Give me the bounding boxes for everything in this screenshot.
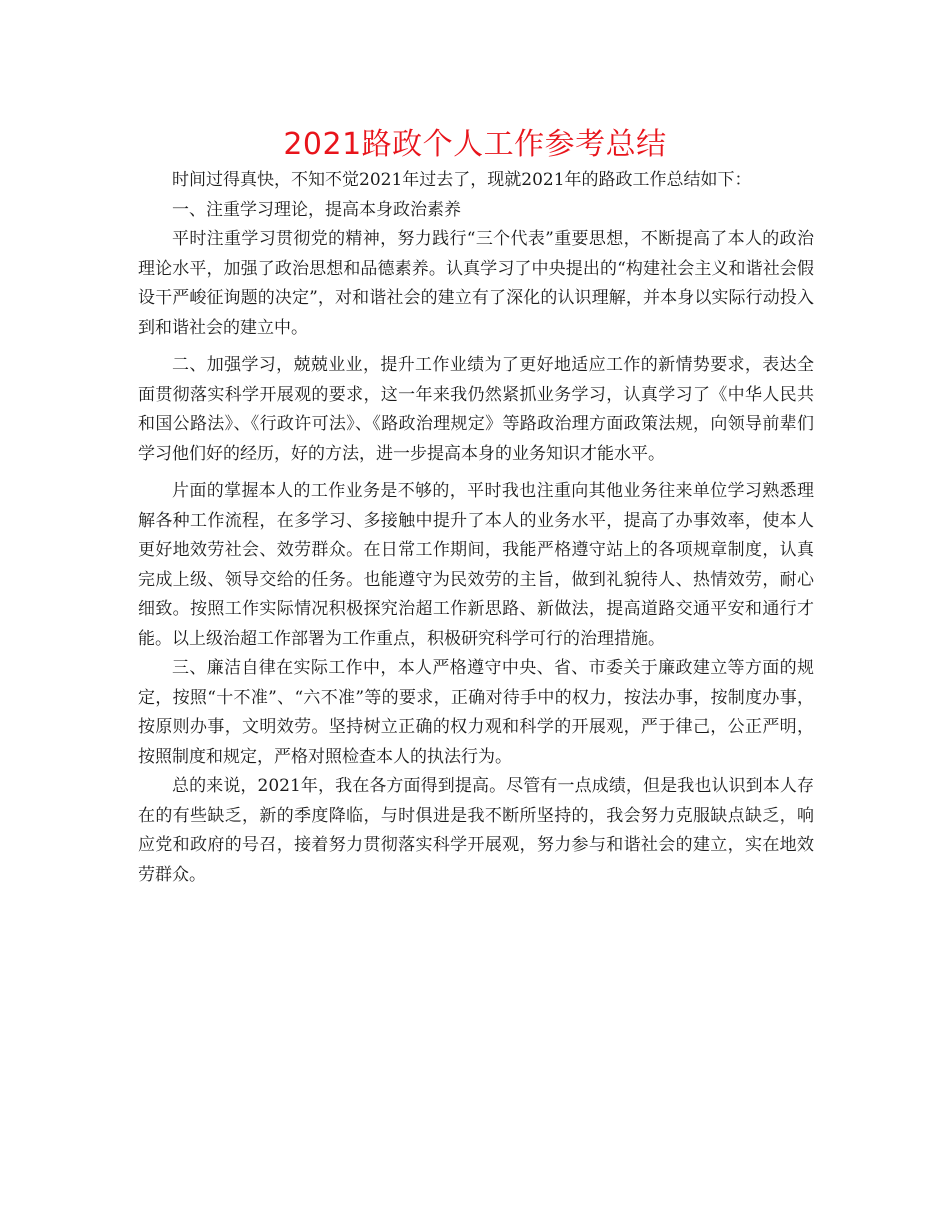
paragraph-integrity: 三、廉洁自律在实际工作中，本人严格遵守中央、省、市委关于廉政建立等方面的规定，按照“十不准”、“六不准”等的要求，正确对待手中的权力，按法办事，按制度办事，按原则办事，文明效劳。坚持树立正确的权力观和科学的开展观，严于律己，公正严明，按照制度和规定，严格对照检查本人的执法行为。: [138, 658, 814, 767]
paragraph-intro: 时间过得真快，不知不觉2021年过去了，现就2021年的路政工作总结如下：: [172, 170, 752, 190]
paragraph-study-theory: 平时注重学习贯彻党的精神，努力践行“三个代表”重要思想，不断提高了本人的政治理论水平，加强了政治思想和品德素养。认真学习了中央提出的“构建社会主义和谐社会假设干严峻征询题的决定”，对和谐社会的建立有了深化的认识理解，并本身以实际行动投入到和谐社会的建立中。: [138, 229, 814, 338]
paragraph-conclusion: 总的来说，2021年，我在各方面得到提高。尽管有一点成绩，但是我也认识到本人存在的有些缺乏，新的季度降临，与时俱进是我不断所坚持的，我会努力克服缺点缺乏，响应党和政府的号召，接着努力贯彻落实科学开展观，努力参与和谐社会的建立，实在地效劳群众。: [138, 776, 814, 885]
document-title: 2021路政个人工作参考总结: [283, 127, 667, 162]
paragraph-work-practice: 片面的掌握本人的工作业务是不够的，平时我也注重向其他业务往来单位学习熟悉理解各种工作流程，在多学习、多接触中提升了本人的业务水平，提高了办事效率，使本人更好地效劳社会、效劳群众。在日常工作期间，我能严格遵守站上的各项规章制度，认真完成上级、领导交给的任务。也能遵守为民效劳的主旨，做到礼貌待人、热情效劳，耐心细致。按照工作实际情况积极探究治超工作新思路、新做法，提高道路交通平安和通行才能。以上级治超工作部署为工作重点，积极研究科学可行的治理措施。: [138, 481, 814, 649]
paragraph-strengthen-learning: 二、加强学习，兢兢业业，提升工作业绩为了更好地适应工作的新情势要求，表达全面贯彻落实科学开展观的要求，这一年来我仍然紧抓业务学习，认真学习了《中华人民共和国公路法》、《行政许可法》、《路政治理规定》等路政治理方面政策法规，向领导前辈们学习他们好的经历，好的方法，进一步提高本身的业务知识才能水平。: [138, 355, 814, 464]
document-body: [138, 166, 814, 890]
section-heading-1: 一、注重学习理论，提高本身政治素养: [172, 199, 461, 220]
